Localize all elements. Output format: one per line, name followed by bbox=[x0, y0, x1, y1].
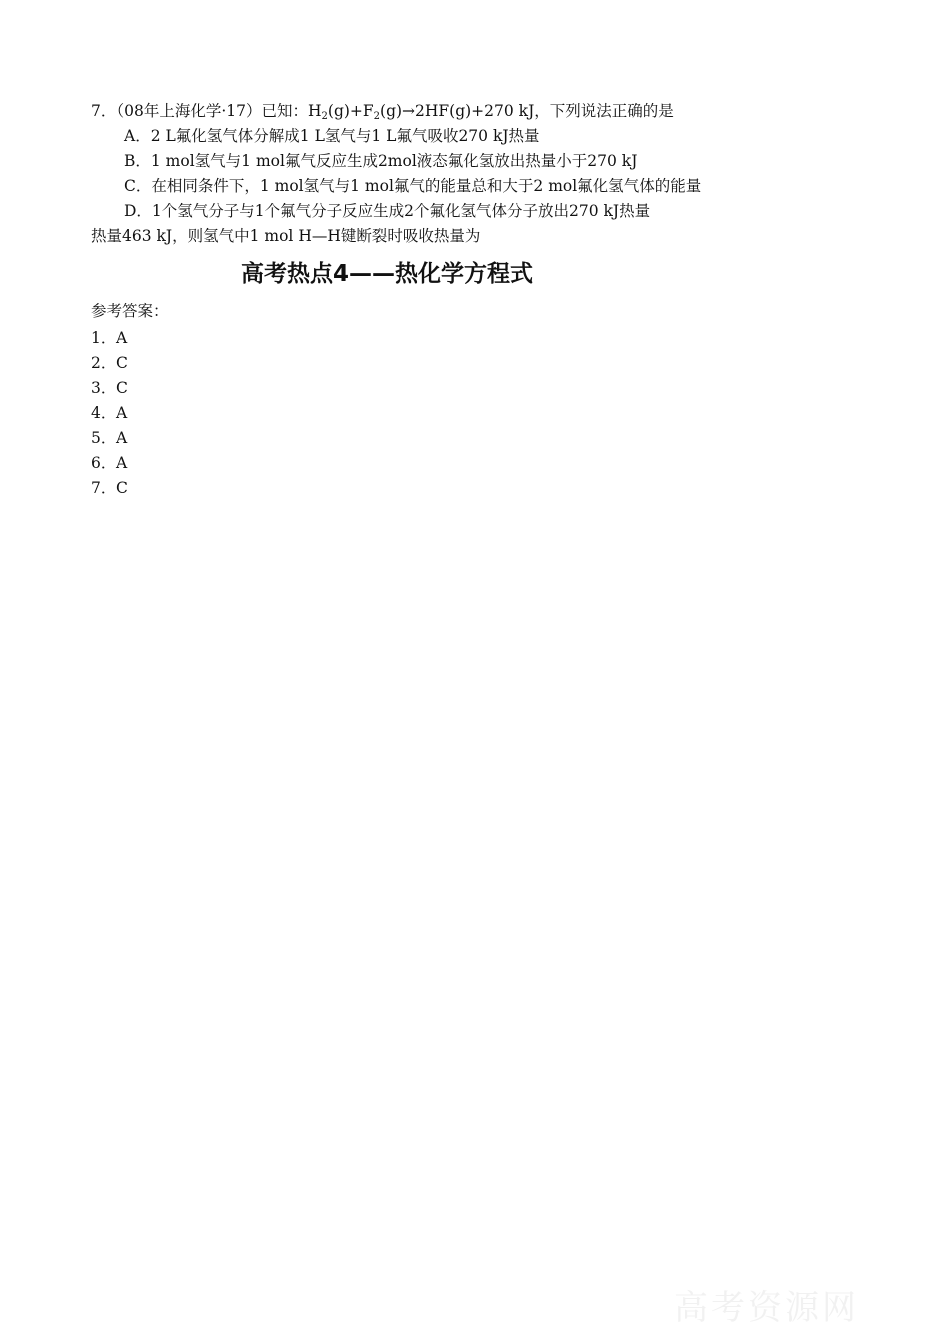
option-c: C．在相同条件下，1 mol氢气与1 mol氟气的能量总和大于2 mol氟化氢气体的能量 bbox=[124, 177, 702, 195]
answers-label: 参考答案： bbox=[91, 302, 169, 320]
watermark: 高考资源网 bbox=[674, 1288, 859, 1328]
answer-item: 4．A bbox=[91, 404, 128, 422]
answer-item: 2．C bbox=[91, 354, 128, 372]
option-a: A．2 L氟化氢气体分解成1 L氢气与1 L氟气吸收270 kJ热量 bbox=[124, 127, 540, 145]
answer-list bbox=[91, 326, 128, 501]
answer-item: 3．C bbox=[91, 379, 128, 397]
answer-item: 7．C bbox=[91, 479, 128, 497]
option-d: D．1个氢气分子与1个氟气分子反应生成2个氟化氢气体分子放出270 kJ热量 bbox=[124, 202, 651, 220]
answer-item: 5．A bbox=[91, 429, 128, 447]
option-b: B．1 mol氢气与1 mol氟气反应生成2mol液态氟化氢放出热量小于270 kJ bbox=[124, 152, 638, 170]
answer-item: 1．A bbox=[91, 329, 128, 347]
question-7-stem: 7．（08年上海化学·17）已知：$H_2(g)+F_2(g)\to 2HF(g)+270$ kJ，下列说法正确的是 bbox=[91, 102, 674, 122]
continuation-text: 热量463 kJ，则氢气中1 mol H—H键断裂时吸收热量为 bbox=[91, 227, 481, 245]
answer-item: 6．A bbox=[91, 454, 128, 472]
section-heading: 高考热点4——热化学方程式 bbox=[241, 261, 534, 287]
